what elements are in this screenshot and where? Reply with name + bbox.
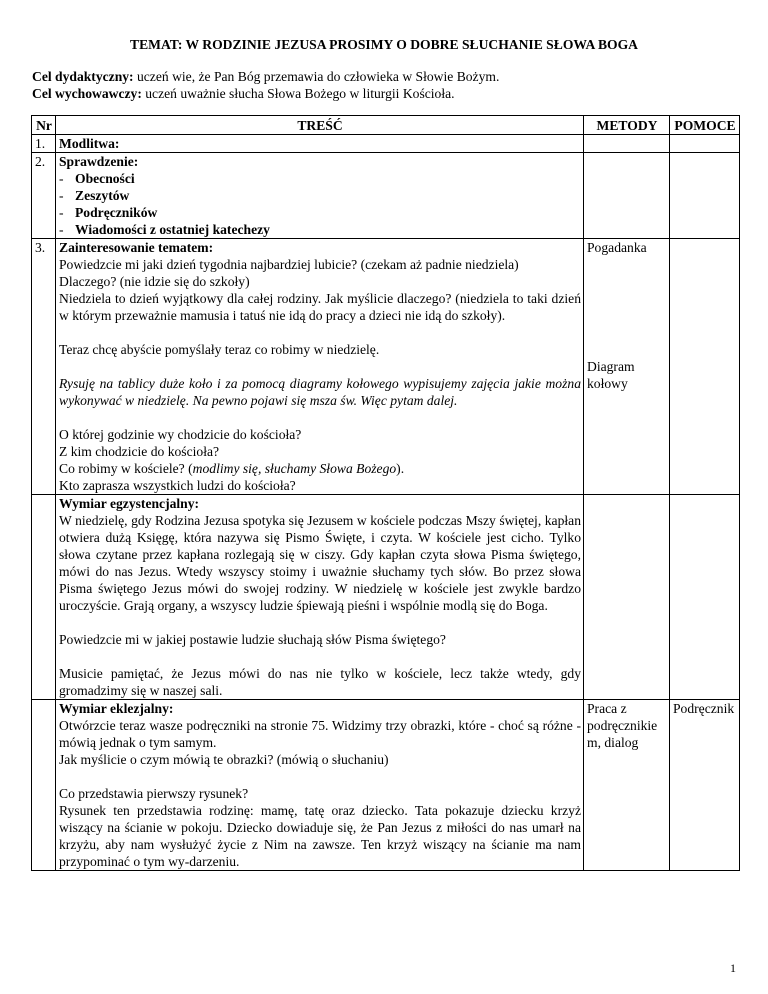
row-aid	[670, 495, 740, 700]
aid-text: Podręcznik	[673, 701, 735, 716]
list-item: - Obecności	[59, 171, 135, 186]
list-item: - Zeszytów	[59, 188, 130, 203]
header-metody: METODY	[584, 116, 670, 135]
row-method	[584, 239, 670, 495]
paragraph: Niedziela to dzień wyjątkowy dla całej rodziny. Jak myślicie dlaczego? (niedziela to taki dzień w którym przeważnie mamusia i tatuś nie idą do pracy a dzieci nie idą do szkoły).	[59, 291, 581, 323]
row-method	[584, 135, 670, 153]
row-content	[56, 153, 584, 239]
row-aid	[670, 135, 740, 153]
document-title: TEMAT: W RODZINIE JEZUSA PROSIMY O DOBRE SŁUCHANIE SŁOWA BOGA	[130, 37, 638, 52]
table-row	[32, 495, 740, 700]
paragraph: Musicie pamiętać, że Jezus mówi do nas nie tylko w kościele, lecz także wtedy, gdy gromadzimy się w naszej sali.	[59, 666, 581, 698]
paragraph: Teraz chcę abyście pomyślały teraz co robimy w niedzielę.	[59, 342, 380, 357]
method-text: Praca z podręcznikie m, dialog	[587, 701, 658, 750]
paragraph: W niedzielę, gdy Rodzina Jezusa spotyka się Jezusem w kościele podczas Mszy świętej, kapłan otwiera dużą Księgę, która nazywa się Pismo Święte, i czyta. W kościele jest cicho. Tylko słowa czytane przez kapłana rozlegają się w ciszy. Gdy kapłan czyta słowa Pisma świętego, mówi do nas Jezus. Wtedy wszyscy stoimy i uważnie słuchamy tych słów. Bo przez słowa Pisma świętego Jezus mówi do swojej rodziny. W niedzielę w kościele jest zwykle bardzo uroczyście. Grają organy, a wszyscy ludzie śpiewają pieśni i wspólnie modlą się do Boga.	[59, 513, 581, 613]
lesson-goals	[32, 68, 732, 102]
question: O której godzinie wy chodzicie do kościoła?	[59, 427, 302, 442]
paragraph: Rysunek ten przedstawia rodzinę: mamę, tatę oraz dziecko. Tata pokazuje dziecku krzyż wiszący na ścianie w pokoju. Dziecko dowiaduje się, że Pan Jezus z miłości do nas umarł na krzyżu, aby nam wysłużyć życie z Nim na zawsze. Ten krzyż wiszący na ścianie ma nam przypominać o tym wy-darzeniu.	[59, 803, 581, 869]
paragraph: Jak myślicie o czym mówią te obrazki? (mówią o słuchaniu)	[59, 752, 389, 767]
paragraph: Co przedstawia pierwszy rysunek?	[59, 786, 249, 801]
table-row	[32, 700, 740, 871]
row-content	[56, 700, 584, 871]
list-item: - Wiadomości z ostatniej katechezy	[59, 222, 270, 237]
lesson-table	[31, 115, 740, 871]
method-text: Diagram kołowy	[587, 359, 635, 391]
didactic-goal	[32, 68, 732, 85]
table-row	[32, 153, 740, 239]
paragraph-italic: Rysuję na tablicy duże koło i za pomocą diagramy kołowego wypisujemy zajęcia jakie można wykonywać w niedzielę. Na pewno pojawi się msza św. Więc pytam dalej.	[59, 376, 581, 408]
section-heading: Sprawdzenie:	[59, 154, 139, 169]
didactic-goal-text: uczeń wie, że Pan Bóg przemawia do człowieka w Słowie Bożym.	[133, 69, 500, 84]
section-heading: Wymiar egzystencjalny:	[59, 496, 200, 511]
row-content	[56, 239, 584, 495]
row-method	[584, 495, 670, 700]
table-header-row	[32, 116, 740, 135]
question: Kto zaprasza wszystkich ludzi do kościoła?	[59, 478, 296, 493]
row-aid	[670, 153, 740, 239]
section-heading: Wymiar eklezjalny:	[59, 701, 174, 716]
table-row	[32, 135, 740, 153]
paragraph: Dlaczego? (nie idzie się do szkoły)	[59, 274, 250, 289]
paragraph: Powiedzcie mi jaki dzień tygodnia najbardziej lubicie? (czekam aż padnie niedziela)	[59, 257, 519, 272]
row-aid	[670, 700, 740, 871]
method-text: Pogadanka	[587, 240, 647, 255]
question: Z kim chodzicie do kościoła?	[59, 444, 220, 459]
educational-goal-text: uczeń uważnie słucha Słowa Bożego w liturgii Kościoła.	[141, 86, 455, 101]
section-heading: Zainteresowanie tematem:	[59, 240, 214, 255]
header-nr: Nr	[32, 116, 56, 135]
educational-goal-label: Cel wychowawczy:	[32, 86, 142, 101]
row-method	[584, 153, 670, 239]
row-number	[32, 700, 56, 871]
educational-goal	[32, 85, 732, 102]
row-method	[584, 700, 670, 871]
row-content	[56, 495, 584, 700]
didactic-goal-label: Cel dydaktyczny:	[32, 69, 134, 84]
page-number: 1	[730, 961, 736, 975]
table-row	[32, 239, 740, 495]
row-number: 3.	[32, 239, 56, 495]
row-content	[56, 135, 584, 153]
section-heading: Modlitwa:	[59, 136, 120, 151]
row-aid	[670, 239, 740, 495]
row-number	[32, 495, 56, 700]
row-number: 2.	[32, 153, 56, 239]
paragraph: Otwórzcie teraz wasze podręczniki na stronie 75. Widzimy trzy obrazki, które - choć są różne - mówią jednak o tym samym.	[59, 718, 581, 750]
question: Co robimy w kościele? (modlimy się, słuchamy Słowa Bożego).	[59, 461, 405, 476]
header-tresc: TREŚĆ	[56, 116, 584, 135]
list-item: - Podręczników	[59, 205, 158, 220]
header-pomoce: POMOCE	[670, 116, 740, 135]
check-list	[59, 170, 581, 238]
paragraph: Powiedzcie mi w jakiej postawie ludzie słuchają słów Pisma świętego?	[59, 632, 446, 647]
row-number: 1.	[32, 135, 56, 153]
